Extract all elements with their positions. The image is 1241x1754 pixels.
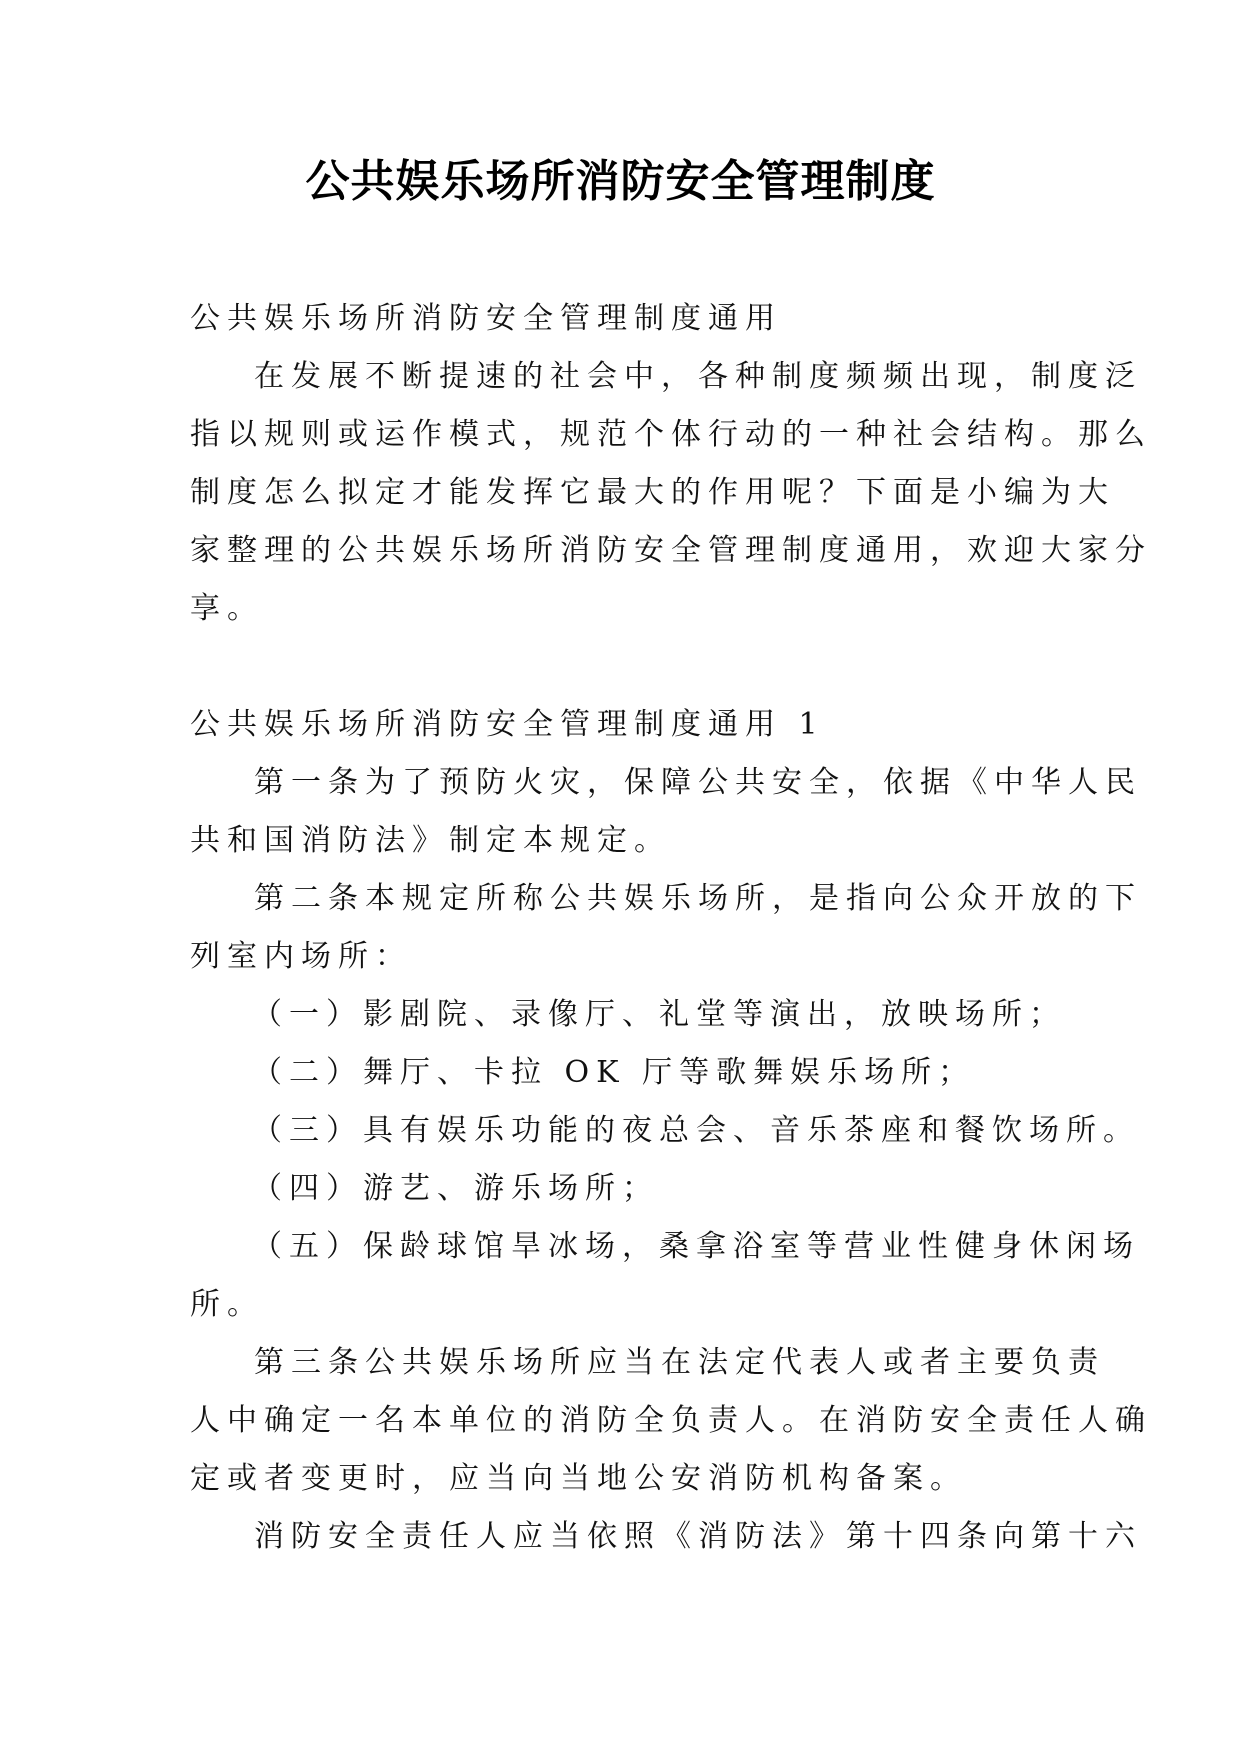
body-line: 定或者变更时，应当向当地公安消防机构备案。 xyxy=(190,1461,967,1496)
body-line: 所。 xyxy=(190,1287,264,1322)
document-body xyxy=(190,290,1152,1566)
body-line: 消防安全责任人应当依照《消防法》第十四条向第十六 xyxy=(254,1519,1142,1554)
body-line: 指以规则或运作模式，规范个体行动的一种社会结构。那么 xyxy=(190,417,1152,452)
body-line: 享。 xyxy=(190,591,264,626)
body-line: 共和国消防法》制定本规定。 xyxy=(190,823,671,858)
list-item: （三）具有娱乐功能的夜总会、音乐茶座和餐饮场所。 xyxy=(252,1113,1140,1148)
body-line: 制度怎么拟定才能发挥它最大的作用呢？下面是小编为大 xyxy=(190,475,1115,510)
list-item: （四）游艺、游乐场所； xyxy=(252,1171,659,1206)
document-title: 公共娱乐场所消防安全管理制度 xyxy=(305,156,936,207)
list-item: （五）保龄球馆旱冰场，桑拿浴室等营业性健身休闲场 xyxy=(252,1229,1140,1264)
body-line: 第一条为了预防火灾，保障公共安全，依据《中华人民 xyxy=(254,765,1142,800)
section-heading-1: 公共娱乐场所消防安全管理制度通用 1 xyxy=(190,707,825,742)
body-line: 人中确定一名本单位的消防全负责人。在消防安全责任人确 xyxy=(190,1403,1152,1438)
paragraph-gap xyxy=(190,638,1050,696)
list-item: （二）舞厅、卡拉 OK 厅等歌舞娱乐场所； xyxy=(252,1055,976,1090)
body-line: 在发展不断提速的社会中，各种制度频频出现，制度泛 xyxy=(254,359,1142,394)
body-line: 家整理的公共娱乐场所消防安全管理制度通用，欢迎大家分 xyxy=(190,533,1152,568)
body-line: 第三条公共娱乐场所应当在法定代表人或者主要负责 xyxy=(254,1345,1105,1380)
body-line: 第二条本规定所称公共娱乐场所，是指向公众开放的下 xyxy=(254,881,1142,916)
body-line: 列室内场所： xyxy=(190,939,412,974)
section-heading-intro: 公共娱乐场所消防安全管理制度通用 xyxy=(190,301,782,336)
list-item: （一）影剧院、录像厅、礼堂等演出，放映场所； xyxy=(252,997,1066,1032)
